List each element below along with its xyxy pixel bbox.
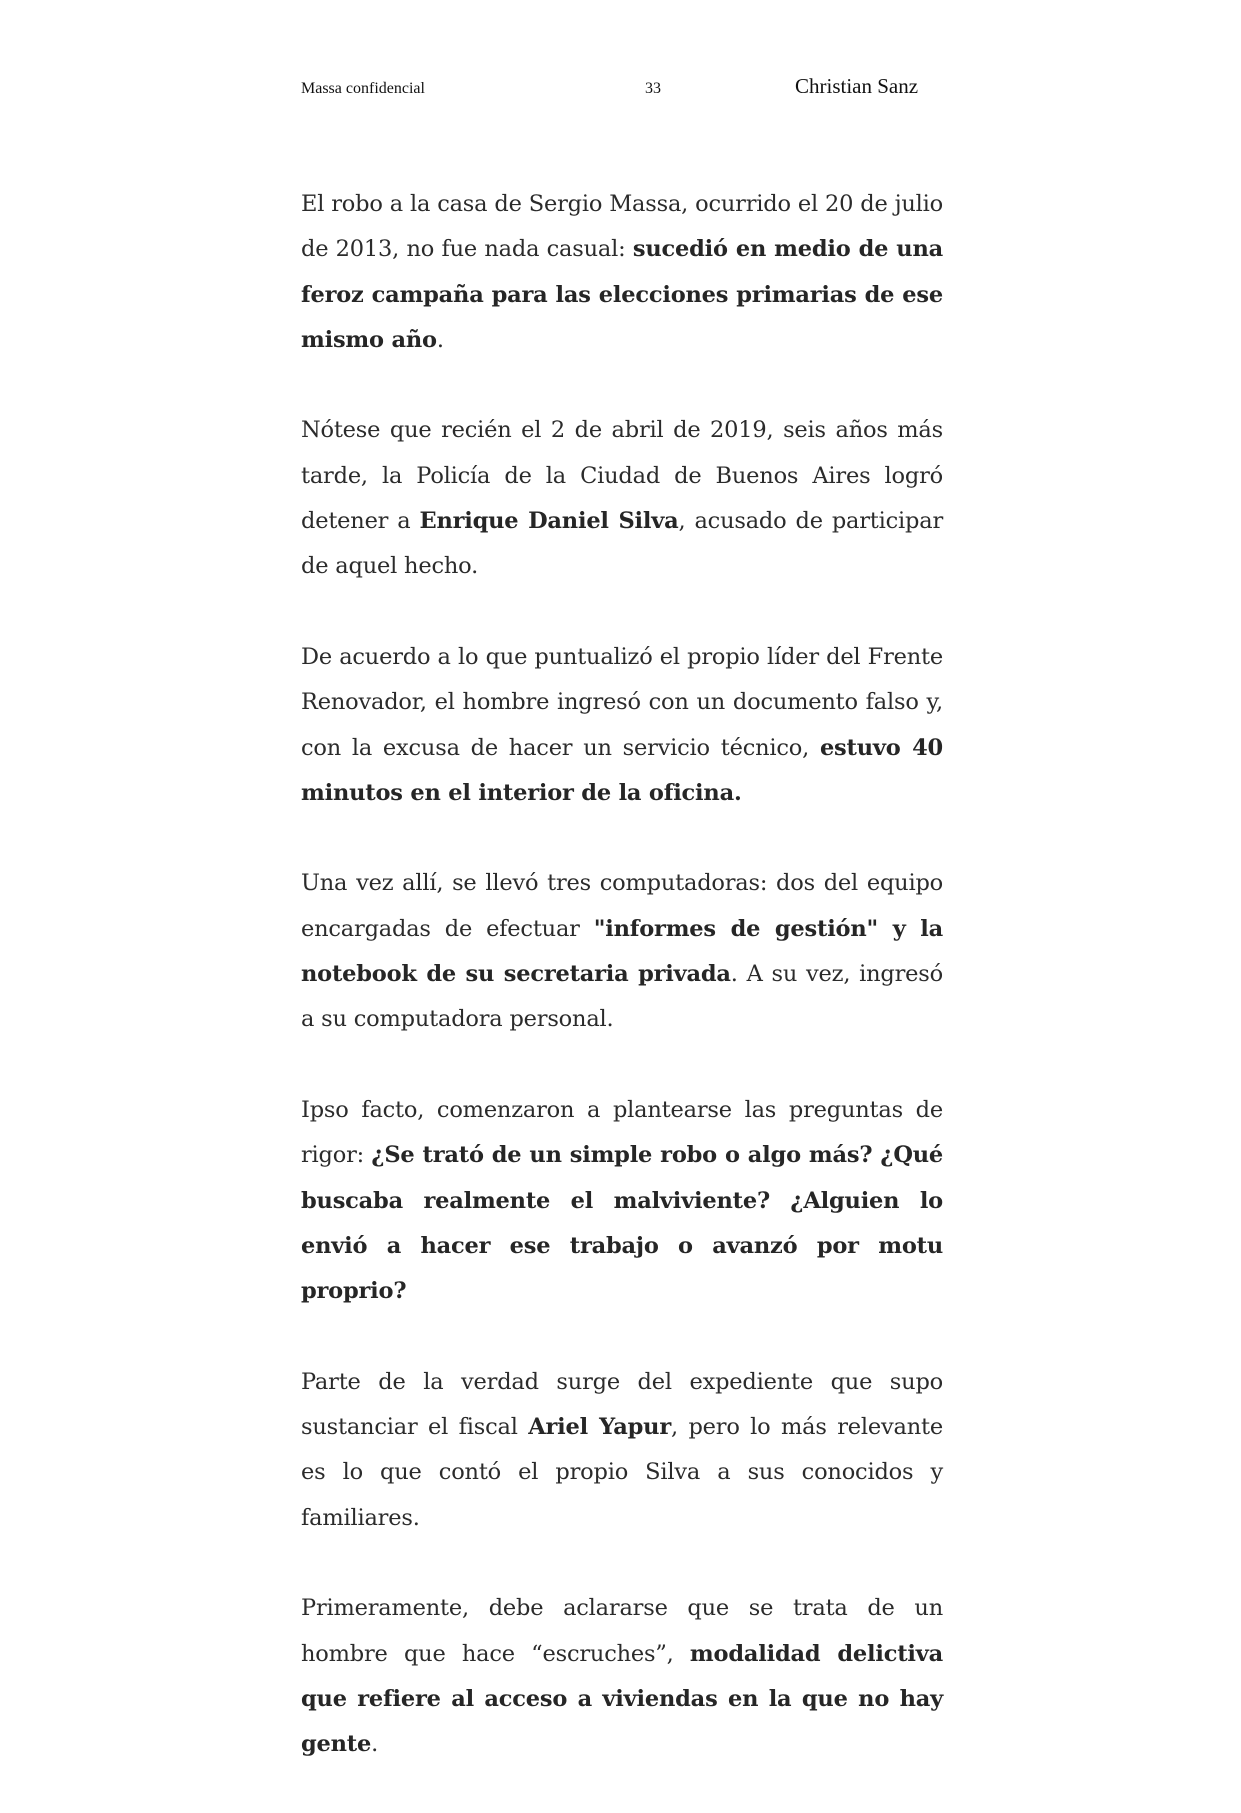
paragraph [301, 1586, 943, 1767]
text-run: Ipso facto, comenzaron a plantearse las preguntas de rigor: [301, 1096, 943, 1169]
bold-text-run: Ariel Yapur [528, 1414, 671, 1441]
paragraph [301, 1088, 943, 1314]
text-run: Primeramente, debe aclararse que se trata de un hombre que hace “escruches”, [301, 1595, 943, 1667]
text-run: Una vez allí, se llevó tres computadoras: dos del equipo encargadas de efectuar [301, 870, 943, 942]
text-run: Nótese que recién el 2 de abril de 2019, seis años más tarde, la Policía de la Ciudad de Buenos Aires logró detener a [301, 417, 943, 535]
body-text [301, 182, 943, 1813]
book-title: Massa confidencial [301, 80, 425, 97]
paragraph [301, 1360, 943, 1541]
text-run: , acusado de participar de aquel hecho. [301, 508, 944, 580]
bold-text-run: "informes de gestión" y la notebook de su secretaria privada [301, 915, 943, 988]
paragraph [301, 408, 943, 589]
text-run: . [371, 1731, 379, 1758]
bold-text-run: estuvo 40 minutos en el interior de la oficina. [301, 734, 943, 806]
author-name: Christian Sanz [795, 74, 919, 98]
page-number: 33 [645, 80, 661, 97]
paragraph [301, 182, 943, 363]
text-run: . [436, 326, 444, 353]
text-run: . A su vez, ingresó a su computadora personal. [301, 961, 943, 1033]
text-run: El robo a la casa de Sergio Massa, ocurrido el 20 de julio de 2013, no fue nada casual: [301, 191, 943, 263]
paragraph [301, 861, 943, 1042]
bold-text-run: ¿Se trató de un simple robo o algo más? ¿Qué buscaba realmente el malviviente? ¿Alguien lo envió a hacer ese trabajo o avanzó por motu proprio? [301, 1142, 943, 1305]
bold-text-run: Enrique Daniel Silva [419, 508, 679, 535]
text-run: Parte de la verdad surge del expediente que supo sustanciar el fiscal [301, 1368, 943, 1441]
paragraph [301, 635, 943, 816]
bold-text-run: modalidad delictiva que refiere al acceso a viviendas en la que no hay gente [301, 1640, 944, 1758]
page-header [0, 0, 1241, 120]
bold-text-run: sucedió en medio de una feroz campaña para las elecciones primarias de ese mismo año [301, 236, 943, 353]
text-run: De acuerdo a lo que puntualizó el propio líder del Frente Renovador, el hombre ingresó con un documento falso y, con la excusa de hacer un servicio técnico, [301, 643, 943, 761]
text-run: , pero lo más relevante es lo que contó el propio Silva a sus conocidos y familiares. [301, 1414, 943, 1531]
